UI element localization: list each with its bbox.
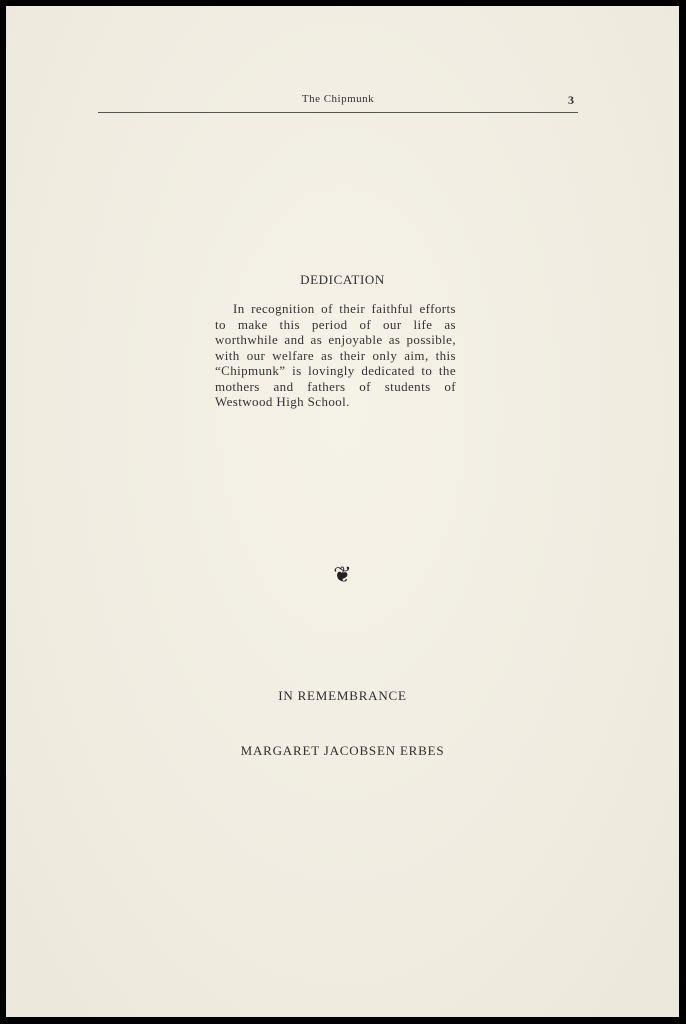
fleuron-ornament-icon: ❦ <box>333 562 352 587</box>
remembrance-heading: IN REMEMBRANCE <box>278 688 407 703</box>
document-page <box>6 6 679 1017</box>
page-number: 3 <box>568 93 574 107</box>
dedication-heading: DEDICATION <box>300 272 385 287</box>
dedication-paragraph: In recognition of their faithful efforts to make this period of our life as worthwhile and as enjoyable as possible, with our welfare as their only aim, this “Chipmunk” is lovingly dedicated to the mothers and fathers of students of Westwood High School. <box>215 301 456 409</box>
running-header <box>98 90 578 113</box>
memorial-name: MARGARET JACOBSEN ERBES <box>240 743 445 758</box>
running-title: The Chipmunk <box>301 93 375 105</box>
